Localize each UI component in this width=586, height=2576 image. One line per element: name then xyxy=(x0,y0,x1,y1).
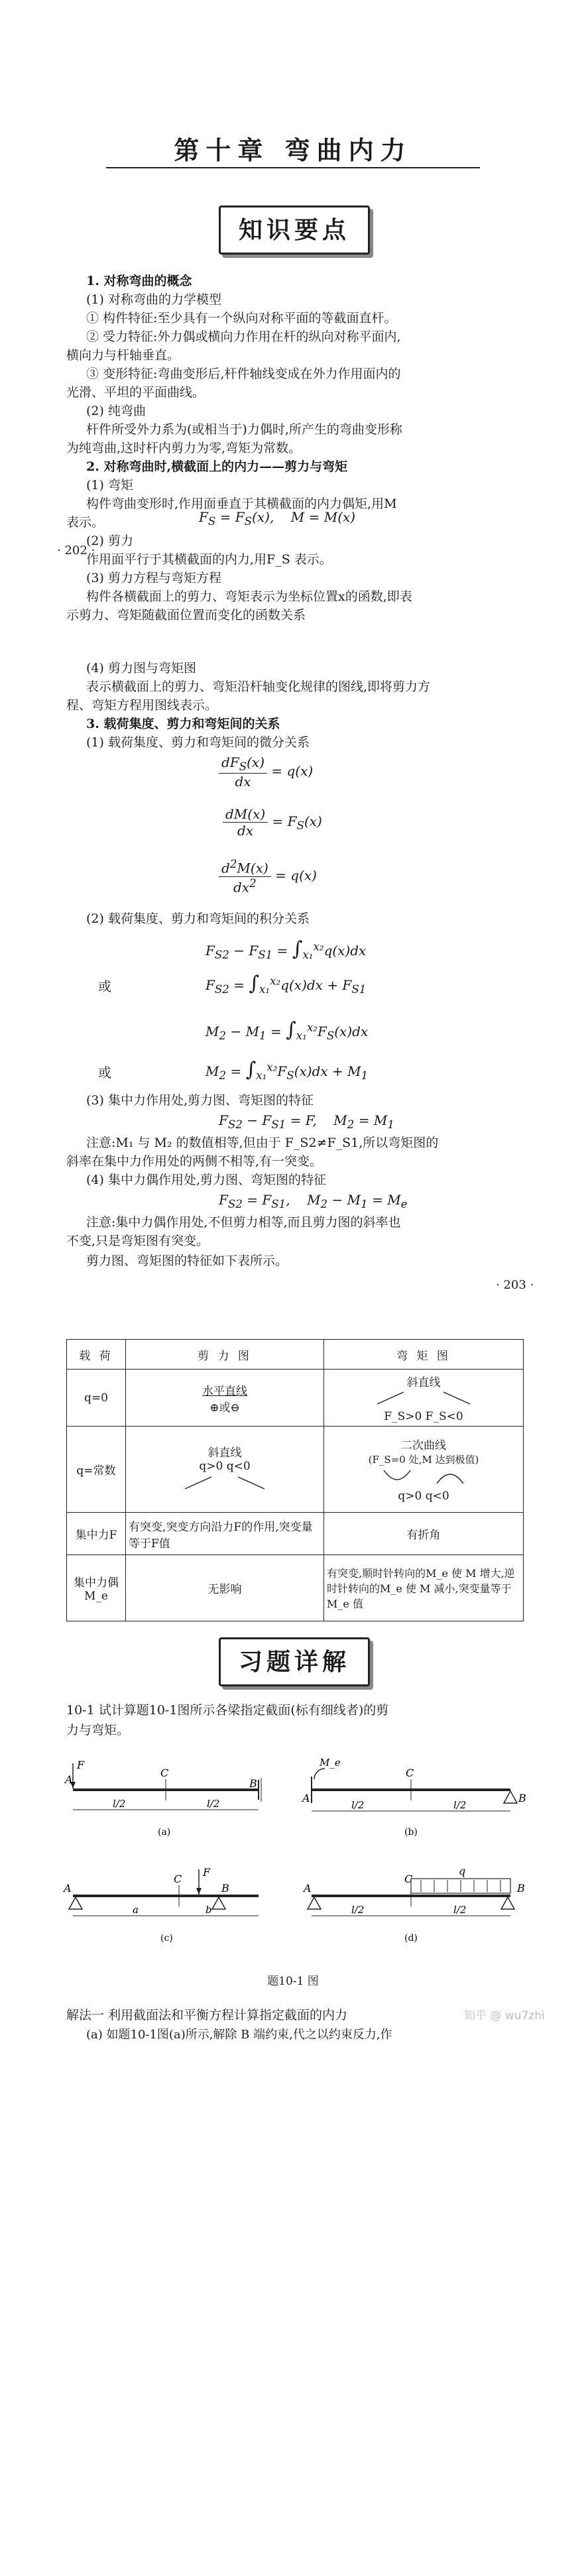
label-a-B: B xyxy=(249,1777,257,1790)
header-moment: 弯 矩 图 xyxy=(324,1340,524,1370)
text-line: 横向力与杆轴垂直。 xyxy=(66,348,180,363)
load-cell: q=常数 xyxy=(67,1427,126,1513)
label-a-F: F xyxy=(77,1759,85,1771)
label-c-A: A xyxy=(64,1882,72,1895)
shear-cell: 有突变,突变方向沿力F的作用,突变量等于F值 xyxy=(126,1513,324,1555)
moment-cell: 有折角 xyxy=(324,1513,524,1555)
text-line: (4) 剪力图与弯矩图 xyxy=(86,661,196,675)
moment-sub2: q>0 q<0 xyxy=(398,1490,449,1503)
integral-eq-3: $M_2 - M_1 = \int_{x_1}^{x_2}F_S(x)dx$ xyxy=(205,1018,369,1042)
concentrated-force-eq: $F_{S2} - F_{S1} = F$, $M_2 = M_1$ xyxy=(219,1112,394,1131)
table-row xyxy=(67,1427,524,1513)
label-c-a: a xyxy=(133,1904,139,1916)
section-title-exercises: 习题详解 xyxy=(219,1637,370,1686)
label-c-B: B xyxy=(221,1882,229,1895)
page-202 xyxy=(0,0,586,622)
text-line: 2. 对称弯曲时,横截面上的内力——剪力与弯矩 xyxy=(86,459,348,474)
figure-caption: 题10-1 图 xyxy=(267,1975,319,1988)
label-b-C: C xyxy=(406,1767,414,1779)
load-cell: 集中力F xyxy=(67,1513,126,1555)
text-line: 构件各横截面上的剪力、弯矩表示为坐标位置x的函数,即表 xyxy=(86,589,412,604)
page-number: · 202 · xyxy=(57,544,95,557)
text-line: ① 构件特征:至少具有一个纵向对称平面的等截面直杆。 xyxy=(86,311,397,325)
text-line: (2) 剪力 xyxy=(86,534,133,548)
chapter-title: 第十章 弯曲内力 xyxy=(174,135,412,165)
label-d-A: A xyxy=(304,1882,312,1895)
text-line: (1) 弯矩 xyxy=(86,478,133,493)
integral-eq-2: $F_{S2} = \int_{x_1}^{x_2}q(x)dx + F_{S1}$ xyxy=(205,972,367,996)
concentrated-force-heading: (3) 集中力作用处,剪力图、弯矩图的特征 xyxy=(86,1093,314,1108)
problem-10-1-line-1: 10-1 试计算题10-1图所示各梁指定截面(标有细线者)的剪 xyxy=(66,1703,389,1718)
or-label: 或 xyxy=(98,978,111,994)
text-line: 作用面平行于其横截面的内力,用F_S 表示。 xyxy=(86,552,332,567)
text-line: 光滑、平坦的平面曲线。 xyxy=(66,385,205,400)
shear-sub: q>0 q<0 xyxy=(199,1459,251,1473)
note-1a: 注意:M₁ 与 M₂ 的数值相等,但由于 F_S2≠F_S1,所以弯矩图的 xyxy=(86,1136,439,1150)
page-number-203: · 203 · xyxy=(496,1278,534,1292)
header-load: 载 荷 xyxy=(67,1340,126,1370)
features-table xyxy=(66,1339,524,1621)
solution-line-1: 解法一 利用截面法和平衡方程计算指定截面的内力 xyxy=(66,2008,348,2022)
solution-line-2: (a) 如题10-1图(a)所示,解除 B 端约束,代之以约束反力,作 xyxy=(86,2028,392,2042)
shear-sub: ⊕或⊖ xyxy=(209,1401,240,1415)
table-row xyxy=(67,1370,524,1427)
diff-eq-2: $\frac{dM(x)}{dx}$ = $F_S(x)$ xyxy=(223,806,322,839)
shear-label: 斜直线 xyxy=(207,1446,242,1460)
label-b: (b) xyxy=(404,1827,418,1838)
table-header-row xyxy=(67,1340,524,1370)
label-c-b: b xyxy=(205,1904,212,1916)
text-line: 为纯弯曲,这时杆内剪力为零,弯矩为常数。 xyxy=(66,441,302,455)
section-title-knowledge: 知识要点 xyxy=(219,205,370,255)
title-rule xyxy=(106,167,480,168)
text-line: 构件弯曲变形时,作用面垂直于其横截面的内力偶矩,用M xyxy=(86,497,397,511)
text-line: 杆件所受外力系为(或相当于)力偶时,所产生的弯曲变形称 xyxy=(86,422,402,437)
or-label-2: 或 xyxy=(98,1065,111,1081)
beam-b xyxy=(312,1769,517,1811)
moment-cell: 有突变,顺时针转向的M_e 使 M 增大,逆时针转向的M_e 使 M 减小,突变量等于M_e 值 xyxy=(324,1555,524,1621)
shear-sketch xyxy=(158,1473,291,1493)
text-line: 表示。 xyxy=(66,515,105,530)
label-d-l2-2: l/2 xyxy=(453,1904,467,1916)
table-intro: 剪力图、弯矩图的特征如下表所示。 xyxy=(86,1254,288,1268)
diff-eq-3: $\frac{d^2M(x)}{dx^2}$ = q(x) xyxy=(219,858,317,895)
label-d: (d) xyxy=(404,1933,418,1944)
moment-label: 二次曲线 xyxy=(401,1439,446,1452)
moment-sub: F_S>0 F_S<0 xyxy=(384,1409,463,1423)
shear-cell: 无影响 xyxy=(126,1555,324,1621)
text-line: (1) 对称弯曲的力学模型 xyxy=(86,292,221,307)
problem-10-1-line-2: 力与弯矩。 xyxy=(66,1723,130,1737)
shear-label: 水平直线 xyxy=(202,1384,247,1398)
label-c-F: F xyxy=(203,1866,211,1879)
moment-sub: (F_S=0 处,M 达到极值) xyxy=(368,1454,479,1466)
text-line: ② 受力特征:外力偶或横向力作用在杆的纵向对称平面内, xyxy=(86,329,401,344)
label-b-B: B xyxy=(518,1792,526,1804)
moment-sketch xyxy=(357,1466,490,1486)
moment-sketch xyxy=(357,1389,490,1407)
label-c-C: C xyxy=(174,1873,182,1885)
label-b-l2-2: l/2 xyxy=(453,1799,467,1811)
text-line: 示剪力、弯矩随截面位置而变化的函数关系 xyxy=(66,608,306,622)
label-a-l2-2: l/2 xyxy=(207,1798,220,1810)
load-cell: 集中力偶M_e xyxy=(67,1555,126,1621)
label-b-Me: M_e xyxy=(320,1757,341,1769)
table-row xyxy=(67,1513,524,1555)
moment-label: 斜直线 xyxy=(406,1376,441,1389)
note-1b: 斜率在集中力作用处的两侧不相等,有一突变。 xyxy=(66,1154,323,1169)
label-d-l2-1: l/2 xyxy=(351,1904,365,1916)
label-b-A: A xyxy=(302,1792,310,1804)
integral-eq-4: $M_2 = \int_{x_1}^{x_2}F_S(x)dx + M_1$ xyxy=(205,1058,369,1082)
label-d-q: q xyxy=(459,1865,466,1877)
figure-10-1 xyxy=(60,1750,537,1962)
text-line: (1) 载荷集度、剪力和弯矩间的微分关系 xyxy=(86,735,310,750)
text-line: 表示横截面上的剪力、弯矩沿杆轴变化规律的图线,即将剪力方 xyxy=(86,679,431,694)
beam-c xyxy=(69,1869,259,1916)
equation-fs-m: $F_S = F_S(x)$, M = M(x) xyxy=(199,509,356,528)
couple-eq: $F_{S2} = F_{S1}$, $M_2 - M_1 = M_e$ xyxy=(219,1192,408,1210)
label-a-l2-1: l/2 xyxy=(113,1798,126,1810)
table-row xyxy=(67,1555,524,1621)
integral-eq-1: $F_{S2} - F_{S1} = \int_{x_1}^{x_2}q(x)dx$ xyxy=(205,937,367,961)
text-line: 程、弯矩方程用图线表示。 xyxy=(66,698,218,713)
page-203 xyxy=(0,597,586,1233)
text-line: 1. 对称弯曲的概念 xyxy=(86,274,192,288)
label-d-C: C xyxy=(404,1873,413,1885)
label-c: (c) xyxy=(160,1933,173,1944)
header-shear: 剪 力 图 xyxy=(126,1340,324,1370)
note-2b: 不变,只是弯矩图有突变。 xyxy=(66,1234,209,1248)
moment-cell xyxy=(324,1427,524,1513)
load-cell: q=0 xyxy=(67,1370,126,1427)
moment-cell xyxy=(324,1370,524,1427)
label-b-l2-1: l/2 xyxy=(351,1799,365,1811)
label-a: (a) xyxy=(158,1827,171,1838)
integral-heading: (2) 载荷集度、剪力和弯矩间的积分关系 xyxy=(86,911,310,926)
watermark: 知乎 @ wu7zhi xyxy=(464,2009,545,2022)
text-line: (2) 纯弯曲 xyxy=(86,404,146,418)
diff-eq-1: $\frac{dF_S(x)}{dx}$ = q(x) xyxy=(219,754,313,790)
couple-heading: (4) 集中力偶作用处,剪力图、弯矩图的特征 xyxy=(86,1173,326,1187)
text-line: (3) 剪力方程与弯矩方程 xyxy=(86,571,221,585)
text-line: 3. 载荷集度、剪力和弯矩间的关系 xyxy=(86,717,280,731)
label-d-B: B xyxy=(517,1882,525,1895)
label-a-A: A xyxy=(65,1773,73,1786)
text-line: ③ 变形特征:弯曲变形后,杆件轴线变成在外力作用面内的 xyxy=(86,367,401,381)
label-a-C: C xyxy=(160,1767,169,1779)
shear-cell xyxy=(126,1427,324,1513)
note-2a: 注意:集中力偶作用处,不但剪力相等,而且剪力图的斜率也 xyxy=(86,1215,401,1230)
shear-cell xyxy=(126,1370,324,1427)
